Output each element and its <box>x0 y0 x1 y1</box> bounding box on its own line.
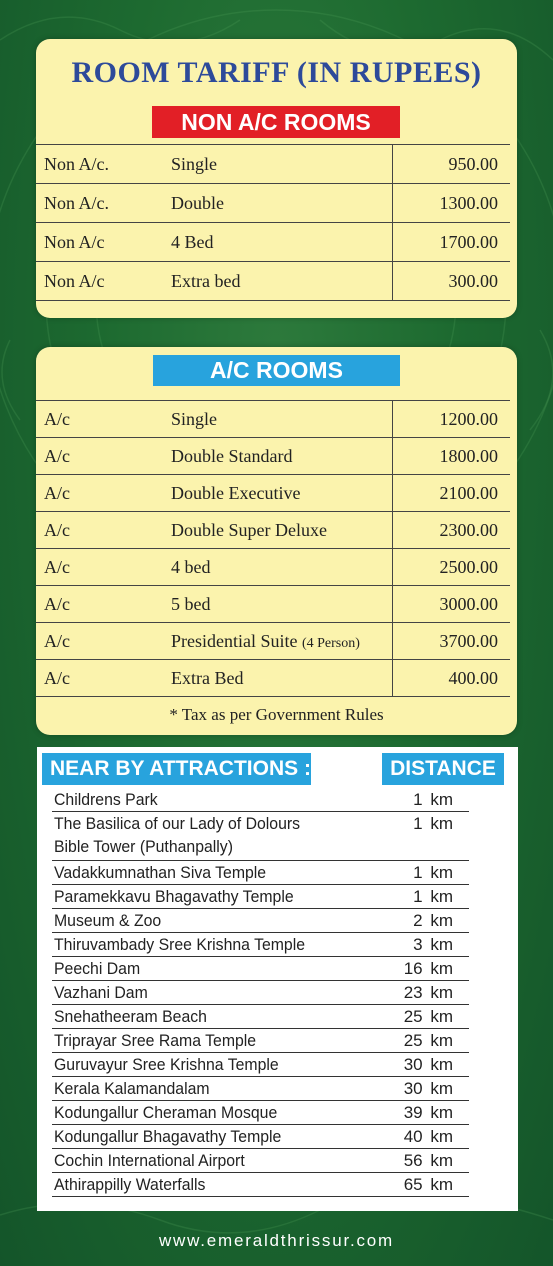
room-price: 1800.00 <box>393 438 511 475</box>
attraction-row <box>52 1149 469 1173</box>
room-price: 1300.00 <box>393 184 511 223</box>
page-title: ROOM TARIFF (IN RUPEES) <box>71 56 482 89</box>
attraction-distance: 65 km <box>403 1175 453 1194</box>
attraction-distance: 25 km <box>403 1007 453 1026</box>
room-price: 400.00 <box>393 660 511 697</box>
non-ac-tariff-card <box>36 39 517 318</box>
room-type: 4 bed <box>171 549 393 586</box>
attraction-row <box>52 1053 469 1077</box>
nearby-attractions-panel <box>37 747 518 1211</box>
tariff-row <box>36 475 510 512</box>
tariff-row <box>36 262 510 301</box>
attraction-distance: 30 km <box>403 1079 453 1098</box>
room-type: Single <box>171 145 393 184</box>
attraction-row <box>52 812 469 861</box>
attraction-row <box>52 1029 469 1053</box>
attraction-distance: 16 km <box>403 959 453 978</box>
room-price: 3700.00 <box>393 623 511 660</box>
tariff-row <box>36 586 510 623</box>
attraction-row <box>52 885 469 909</box>
tariff-row <box>36 438 510 475</box>
attraction-name: Cochin International Airport <box>54 1151 245 1170</box>
attraction-row <box>52 1005 469 1029</box>
attraction-name: Vazhani Dam <box>54 983 148 1002</box>
room-price: 1700.00 <box>393 223 511 262</box>
attraction-name: Vadakkumnathan Siva Temple <box>54 863 267 882</box>
attraction-row <box>52 909 469 933</box>
attraction-row <box>52 1173 469 1197</box>
tariff-row <box>36 660 510 697</box>
attraction-distance: 56 km <box>403 1151 453 1170</box>
non-ac-tariff-table <box>36 144 510 301</box>
tariff-row <box>36 401 510 438</box>
room-category: A/c <box>36 401 171 438</box>
attraction-row <box>52 957 469 981</box>
room-type: Extra Bed <box>171 660 393 697</box>
room-category: A/c <box>36 660 171 697</box>
distance-heading: DISTANCE <box>382 753 504 785</box>
attraction-distance: 3 km <box>413 935 453 954</box>
attraction-name: Triprayar Sree Rama Temple <box>54 1031 257 1050</box>
tariff-row <box>36 184 510 223</box>
room-category: A/c <box>36 475 171 512</box>
attraction-distance: 1 km <box>413 863 453 882</box>
attraction-distance: 1 km <box>413 887 453 906</box>
attraction-name: Kodungallur Bhagavathy Temple <box>54 1127 282 1146</box>
tariff-row <box>36 549 510 586</box>
room-price: 1200.00 <box>393 401 511 438</box>
tariff-row <box>36 145 510 184</box>
room-price: 3000.00 <box>393 586 511 623</box>
attraction-name: Athirappilly Waterfalls <box>54 1175 206 1194</box>
attraction-distance: 23 km <box>403 983 453 1002</box>
attractions-heading: NEAR BY ATTRACTIONS : <box>42 753 311 785</box>
room-price: 2500.00 <box>393 549 511 586</box>
attraction-name: Kodungallur Cheraman Mosque <box>54 1103 278 1122</box>
room-type: Double Executive <box>171 475 393 512</box>
room-type: Double Standard <box>171 438 393 475</box>
room-type-label: Presidential Suite <box>171 630 298 651</box>
tax-note: * Tax as per Government Rules <box>169 705 384 724</box>
attraction-name: Museum & Zoo <box>54 911 162 930</box>
attraction-distance: 30 km <box>403 1055 453 1074</box>
attraction-row <box>52 861 469 885</box>
room-type: 5 bed <box>171 586 393 623</box>
attraction-row <box>52 933 469 957</box>
ac-tariff-card <box>36 347 517 735</box>
attraction-distance: 25 km <box>403 1031 453 1050</box>
room-category: A/c <box>36 549 171 586</box>
attraction-distance: 1 km <box>413 814 453 833</box>
room-type: Double <box>171 184 393 223</box>
room-category: A/c <box>36 438 171 475</box>
attraction-distance: 2 km <box>413 911 453 930</box>
attraction-name: The Basilica of our Lady of Dolours Bible Tower (Puthanpally) <box>54 814 301 856</box>
ac-tariff-table <box>36 400 510 697</box>
room-price: 2300.00 <box>393 512 511 549</box>
room-category: Non A/c <box>36 262 171 301</box>
room-type: Extra bed <box>171 262 393 301</box>
attraction-distance: 39 km <box>403 1103 453 1122</box>
attraction-name: Kerala Kalamandalam <box>54 1079 210 1098</box>
room-category: Non A/c. <box>36 184 171 223</box>
attraction-name: Paramekkavu Bhagavathy Temple <box>54 887 294 906</box>
attraction-row <box>52 788 469 812</box>
room-category: A/c <box>36 512 171 549</box>
room-type <box>171 623 393 660</box>
tariff-row <box>36 623 510 660</box>
attraction-name: Thiruvambady Sree Krishna Temple <box>54 935 306 954</box>
website-url: www.emeraldthrissur.com <box>158 1231 395 1250</box>
tariff-row <box>36 223 510 262</box>
attraction-row <box>52 1125 469 1149</box>
attraction-name: Guruvayur Sree Krishna Temple <box>54 1055 279 1074</box>
room-price: 300.00 <box>393 262 511 301</box>
room-type: 4 Bed <box>171 223 393 262</box>
attraction-distance: 1 km <box>413 790 453 809</box>
ac-rooms-banner: A/C ROOMS <box>153 355 400 386</box>
room-category: Non A/c. <box>36 145 171 184</box>
room-type-note: (4 Person) <box>301 635 360 651</box>
attraction-name: Peechi Dam <box>54 959 141 978</box>
attraction-name: Childrens Park <box>54 790 158 809</box>
attractions-list <box>52 788 469 1197</box>
attraction-name: Snehatheeram Beach <box>54 1007 207 1026</box>
attraction-row <box>52 981 469 1005</box>
non-ac-rooms-banner: NON A/C ROOMS <box>152 106 400 138</box>
attraction-row <box>52 1101 469 1125</box>
attraction-distance: 40 km <box>403 1127 453 1146</box>
room-price: 2100.00 <box>393 475 511 512</box>
room-price: 950.00 <box>393 145 511 184</box>
room-category: A/c <box>36 623 171 660</box>
room-type: Double Super Deluxe <box>171 512 393 549</box>
room-category: A/c <box>36 586 171 623</box>
room-type: Single <box>171 401 393 438</box>
attraction-row <box>52 1077 469 1101</box>
tariff-row <box>36 512 510 549</box>
room-category: Non A/c <box>36 223 171 262</box>
